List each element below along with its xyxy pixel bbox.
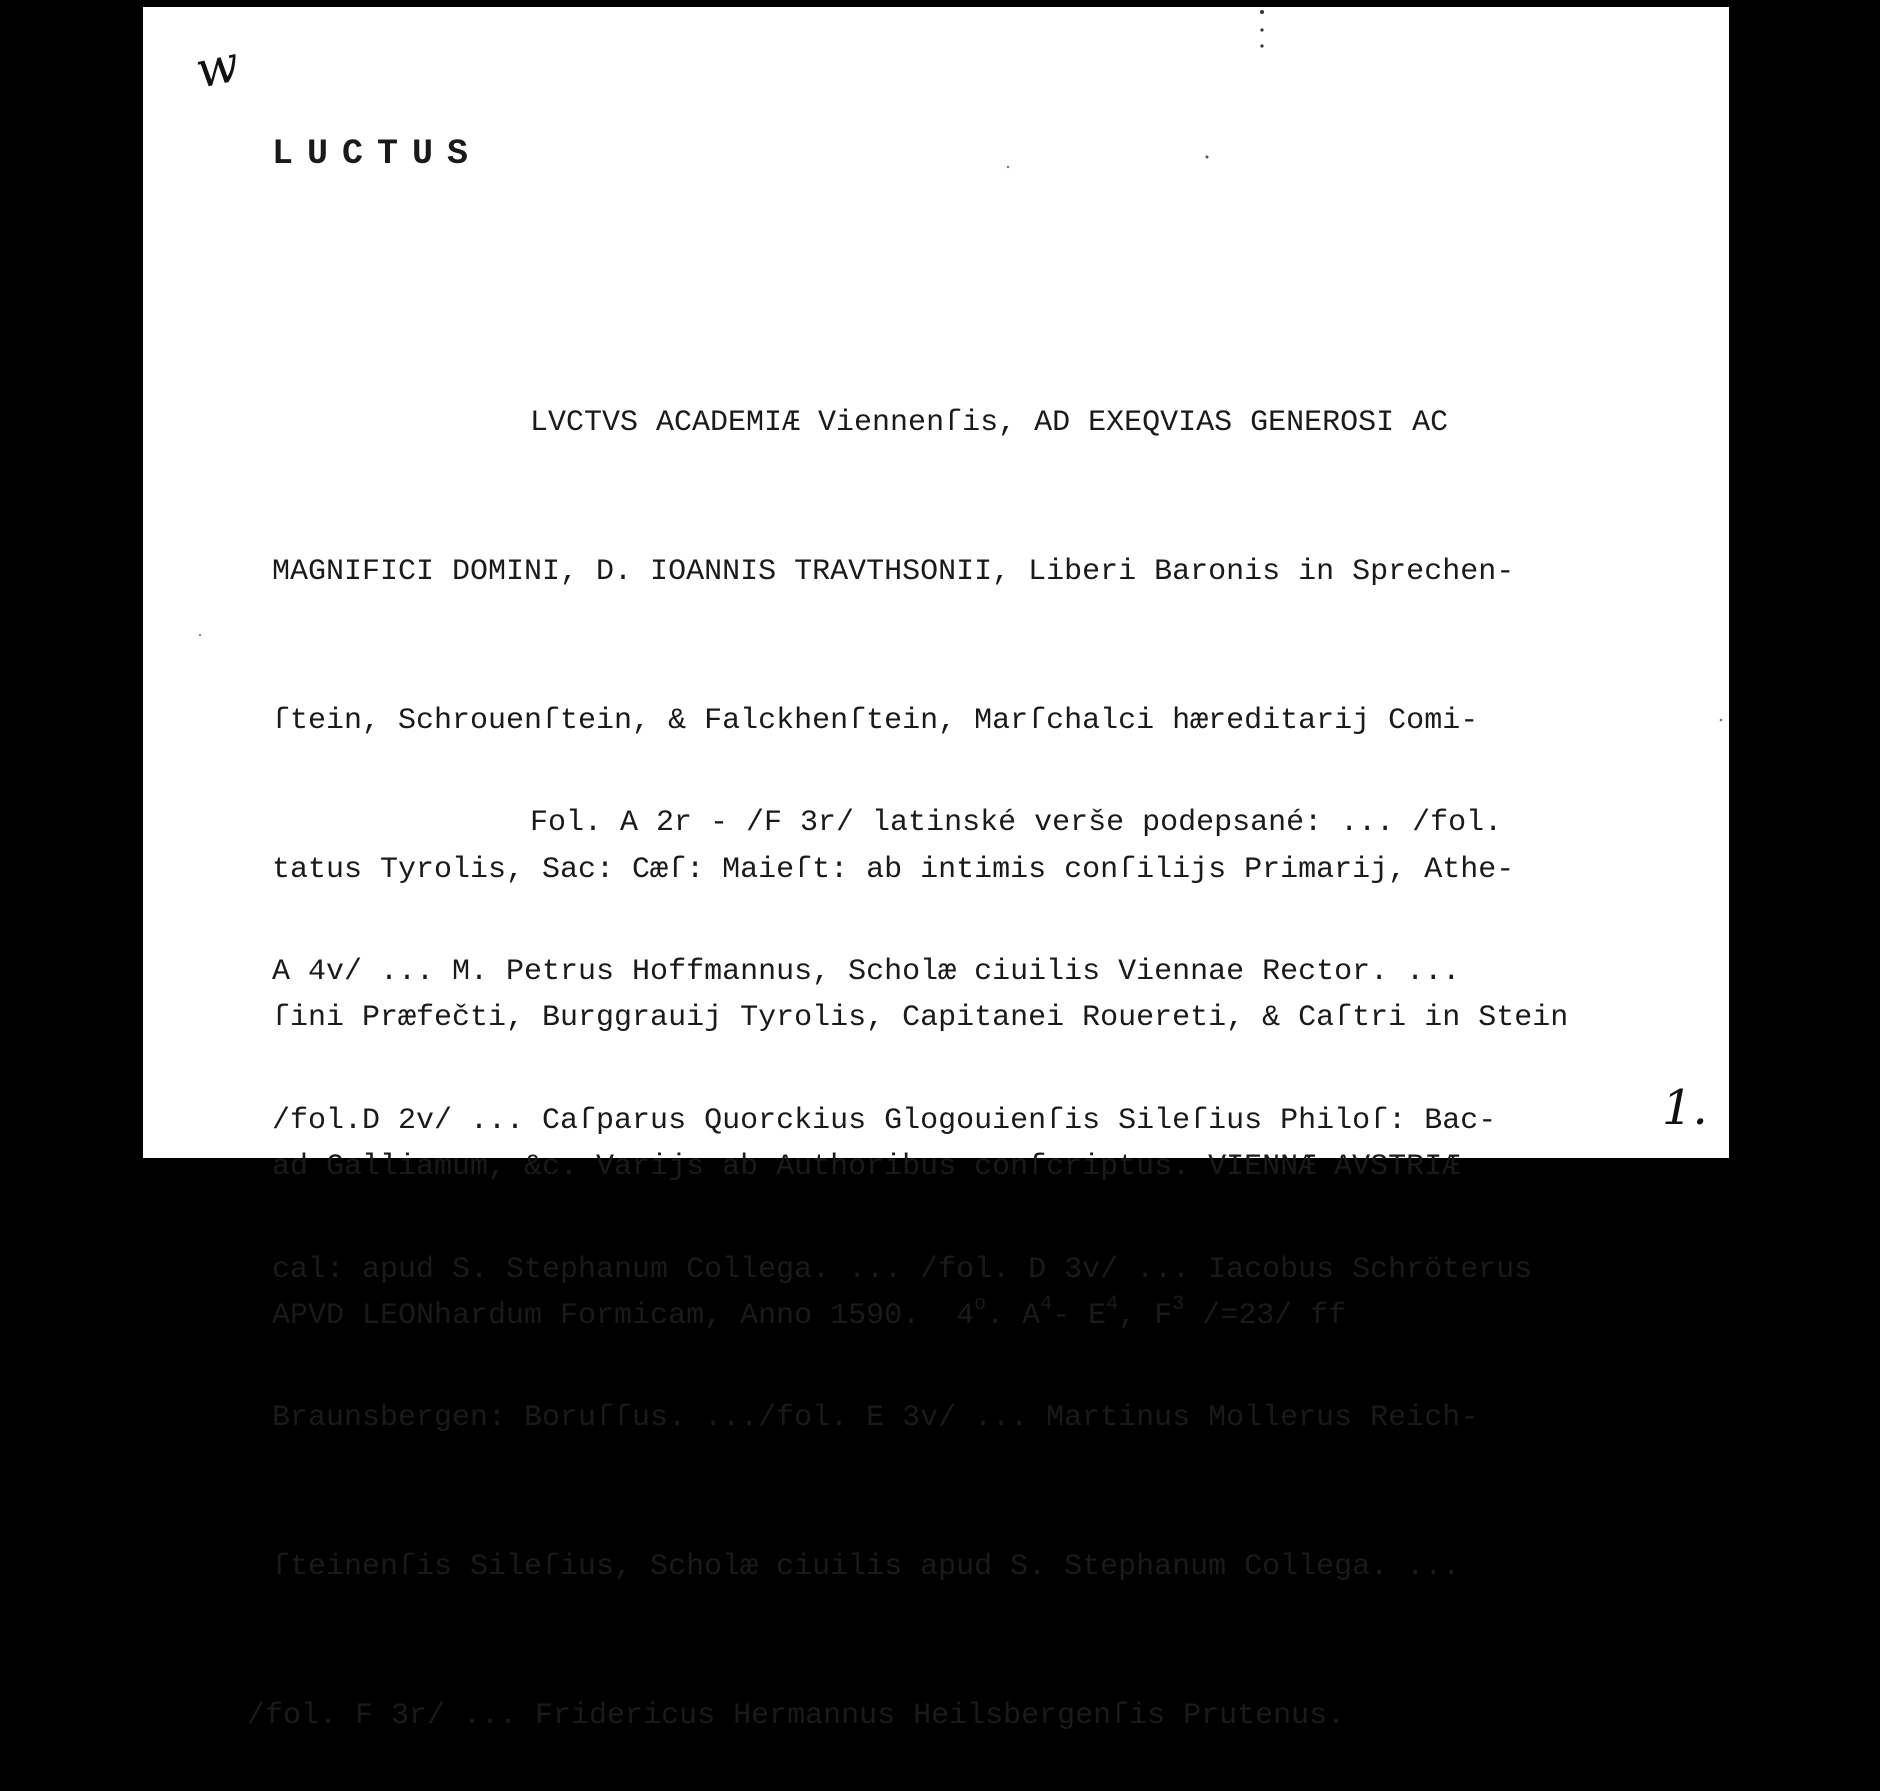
text-line: ſtein, Schrouenſtein, & Falckhenſtein, Marſchalci hæreditarij Comi- <box>272 703 1479 738</box>
text-line: ſteinenſis Sileſius, Scholæ ciuilis apud S. Stephanum Collega. ... <box>272 1550 1461 1585</box>
text-line: ad Galliamum, &c. Varijs ab Authoribus conſcriptus. VIENNÆ AVSTRIÆ <box>272 1150 1461 1185</box>
text-line: /fol.D 2v/ ... Caſparus Quorckius Glogouienſis Sileſius Philoſ: Bac- <box>272 1103 1497 1138</box>
signature-f-count: 3 <box>1172 1292 1185 1316</box>
signature-e: - E <box>1052 1298 1107 1333</box>
text-line: /fol. F 3r/ ... Fridericus Hermannus Heilsbergenſis Prutenus. <box>247 1698 1346 1733</box>
imprint-text: APVD LEONhardum Formicam, Anno 1590. 4 <box>272 1298 975 1333</box>
signature-e-count: 4 <box>1106 1292 1119 1316</box>
contents-note <box>247 700 1533 1791</box>
text-line: A 4v/ ... M. Petrus Hoffmannus, Scholæ ciuilis Viennae Rector. ... <box>272 954 1461 989</box>
format-superscript: o <box>974 1292 987 1316</box>
text-line: LVCTVS ACADEMIÆ Viennenſis, AD EXEQVIAS GENEROSI AC <box>530 406 1449 441</box>
handwritten-mark: w <box>190 34 245 100</box>
text-line: tatus Tyrolis, Sac: Cæſ: Maieſt: ab intimis conſilijs Primarij, Athe- <box>272 852 1515 887</box>
text-line: Braunsbergen: Boruſſus. .../fol. E 3v/ ... Martinus Mollerus Reich- <box>272 1401 1479 1436</box>
card-number-mark: 1. <box>1662 1080 1708 1136</box>
text-line: ſini Præfečti, Burggrauij Tyrolis, Capitanei Rouereti, & Caſtri in Stein <box>272 1001 1569 1036</box>
signature-f: , F <box>1118 1298 1173 1333</box>
text-line: Fol. A 2r - /F 3r/ latinské verše podepsané: ... /fol. <box>530 806 1503 841</box>
text-line: cal: apud S. Stephanum Collega. ... /fol. D 3v/ ... Iacobus Schröterus <box>272 1252 1533 1287</box>
leaf-count: /=23/ ff <box>1184 1298 1347 1333</box>
signature-a-count: 4 <box>1040 1292 1053 1316</box>
signature-a: . A <box>986 1298 1041 1333</box>
card-heading: LUCTUS <box>272 134 483 174</box>
text-line: MAGNIFICI DOMINI, D. IOANNIS TRAVTHSONII, Liberi Baronis in Sprechen- <box>272 554 1515 589</box>
